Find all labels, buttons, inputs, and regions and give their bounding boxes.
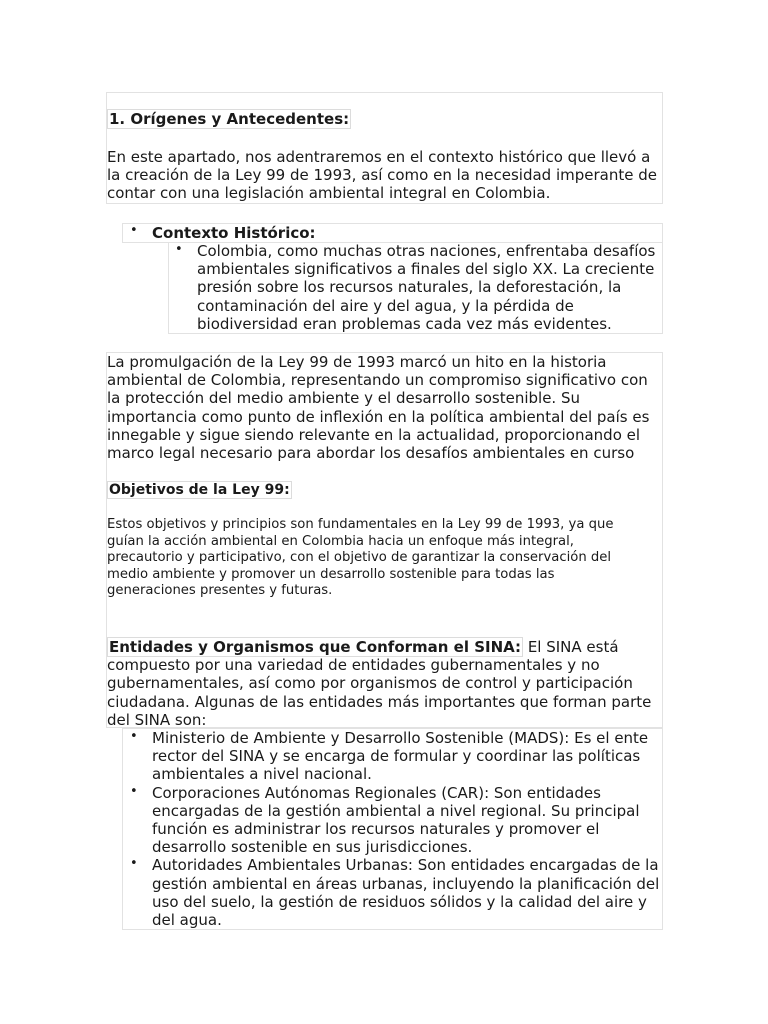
context-heading: Contexto Histórico: [152,224,316,242]
objectives-heading [107,480,292,499]
entities-paragraph [107,638,663,729]
context-item-text: • Colombia, como muchas otras naciones, enfrentaba desafíos ambientales significativos a finales del siglo XX. La creciente presión sobre los recursos naturales, la deforestación, la contaminación del aire y del agua, y la pérdida de biodiversidad eran problemas cada vez más evidentes. [197,242,656,333]
entity-item [152,856,662,929]
promulgation-paragraph: La promulgación de la Ley 99 de 1993 marcó un hito en la historia ambiental de Colombia, representando un compromiso significativo con la protección del medio ambiente y el desarrollo sostenible. Su importancia como punto de inflexión en la política ambiental del país es innegable y sigue siendo relevante en la actualidad, proporcionando el marco legal necesario para abordar los desafíos ambientales en curso [107,353,650,463]
entities-list [152,729,662,929]
objectives-paragraph: Estos objetivos y principios son fundamentales en la Ley 99 de 1993, ya que guían la acción ambiental en Colombia hacia un enfoque más integral, precautorio y participativo, con el objetivo de garantizar la conservación del medio ambiente y promover un desarrollo sostenible para todas las generaciones presentes y futuras. [107,517,614,599]
context-sub-item [197,242,661,333]
entity-item [152,784,662,857]
entities-intro: El SINA está compuesto por una variedad de entidades gubernamentales y no gubernamentales, así como por organismos de control y participación ciudadana. Algunas de las entidades más importantes que forman parte del SINA son: [107,638,652,729]
entities-heading: Entidades y Organismos que Conforman el SINA: [109,638,522,656]
section-origins-intro: En este apartado, nos adentraremos en el contexto histórico que llevó a la creación de la Ley 99 de 1993, así como en la necesidad imperante de contar con una legislación ambiental integral en Colombia. [107,148,657,203]
entity-item-text: • Autoridades Ambientales Urbanas: Son entidades encargadas de la gestión ambiental en áreas urbanas, incluyendo la planificación del uso del suelo, la gestión de residuos sólidos y la calidad del aire y del agua. [152,856,660,930]
entity-item-text: • Ministerio de Ambiente y Desarrollo Sostenible (MADS): Es el ente rector del SINA y se encarga de formular y coordinar las políticas ambientales a nivel nacional. [152,729,649,784]
entity-item-text: • Corporaciones Autónomas Regionales (CAR): Son entidades encargadas de la gestión ambiental a nivel regional. Su principal función es administrar los recursos naturales y promover el desarrollo sostenible en sus jurisdicciones. [152,783,640,857]
section-origins-heading [107,110,351,128]
entity-item [152,729,662,784]
context-list [152,223,662,242]
context-heading-item [152,223,662,242]
objectives-heading-text: Objetivos de la Ley 99: [109,482,290,498]
context-sublist [197,242,661,333]
section-origins-heading-text: 1. Orígenes y Antecedentes: [109,110,350,128]
